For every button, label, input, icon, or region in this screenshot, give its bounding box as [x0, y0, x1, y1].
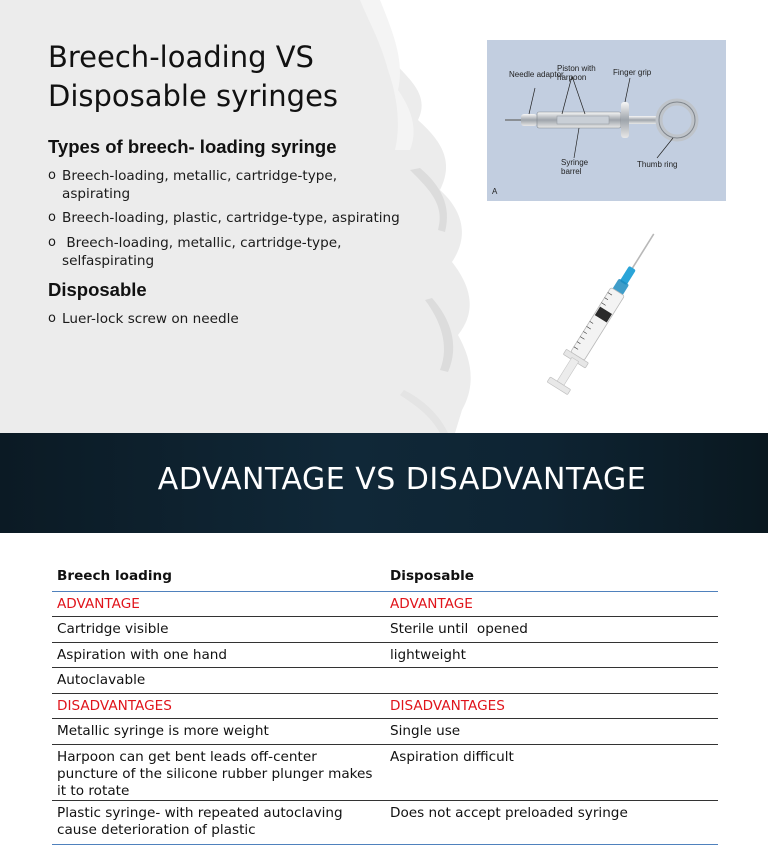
table-cell: Does not accept preloaded syringe — [390, 805, 628, 821]
label-finger-grip: Finger grip — [613, 68, 652, 77]
disposable-item-1: o Luer-lock screw on needle — [48, 311, 239, 327]
header-breech-loading: Breech loading — [57, 568, 172, 584]
table-row — [52, 745, 718, 801]
table-row — [52, 719, 718, 745]
table-row — [52, 592, 718, 617]
types-heading: Types of breech- loading syringe — [48, 136, 337, 157]
label-syringe-barrel: Syringe barrel — [561, 158, 589, 176]
types-item-1: o Breech-loading, metallic, cartridge-type, aspirating — [48, 168, 338, 202]
table-row — [52, 617, 718, 643]
table-header-row — [52, 562, 718, 592]
disposable-advantage-label: ADVANTAGE — [390, 596, 473, 612]
disposable-syringe-illustration — [515, 228, 695, 396]
table-cell: Aspiration with one hand — [57, 647, 228, 663]
table-cell: Plastic syringe- with repeated autoclaving cause deterioration of plastic — [57, 805, 343, 838]
slide-title: Breech-loading VS Disposable syringes — [48, 40, 339, 113]
band-title: ADVANTAGE VS DISADVANTAGE — [157, 462, 647, 497]
table-cell: Autoclavable — [57, 672, 146, 688]
breech-syringe-illustration — [487, 40, 726, 201]
bullet-marker: o — [48, 210, 56, 225]
table-cell: Metallic syringe is more weight — [57, 723, 269, 739]
table-cell: lightweight — [390, 647, 466, 663]
comparison-table — [52, 562, 718, 845]
disposable-syringe-photo — [515, 228, 695, 396]
bullet-marker: o — [48, 168, 56, 183]
bullet-marker: o — [48, 311, 56, 326]
bullet-marker: o — [48, 235, 56, 250]
disposable-disadvantages-label: DISADVANTAGES — [390, 698, 505, 714]
breech-advantage-label: ADVANTAGE — [57, 596, 140, 612]
table-row — [52, 668, 718, 694]
title-band — [0, 433, 768, 533]
table-cell: Aspiration difficult — [390, 749, 514, 765]
table-row — [52, 694, 718, 719]
table-row — [52, 643, 718, 668]
label-piston-with-harpoon: Piston with harpoon — [557, 64, 596, 82]
table-cell: Sterile until opened — [390, 621, 528, 637]
disposable-heading: Disposable — [48, 279, 147, 300]
label-needle-adaptor: Needle adaptor — [509, 70, 564, 79]
types-item-2: o Breech-loading, plastic, cartridge-type, aspirating — [48, 210, 400, 226]
breech-disadvantages-label: DISADVANTAGES — [57, 698, 172, 714]
table-row — [52, 801, 718, 845]
label-panel-a: A — [492, 187, 498, 196]
table-cell: Single use — [390, 723, 461, 739]
table-cell: Harpoon can get bent leads off-center puncture of the silicone rubber plunger makes it to rotate — [57, 749, 373, 799]
breech-loading-syringe-photo — [487, 40, 726, 201]
table-cell: Cartridge visible — [57, 621, 169, 637]
label-thumb-ring: Thumb ring — [637, 160, 678, 169]
header-disposable: Disposable — [390, 568, 474, 584]
types-item-3: o Breech-loading, metallic, cartridge-type, selfaspirating — [48, 235, 346, 269]
